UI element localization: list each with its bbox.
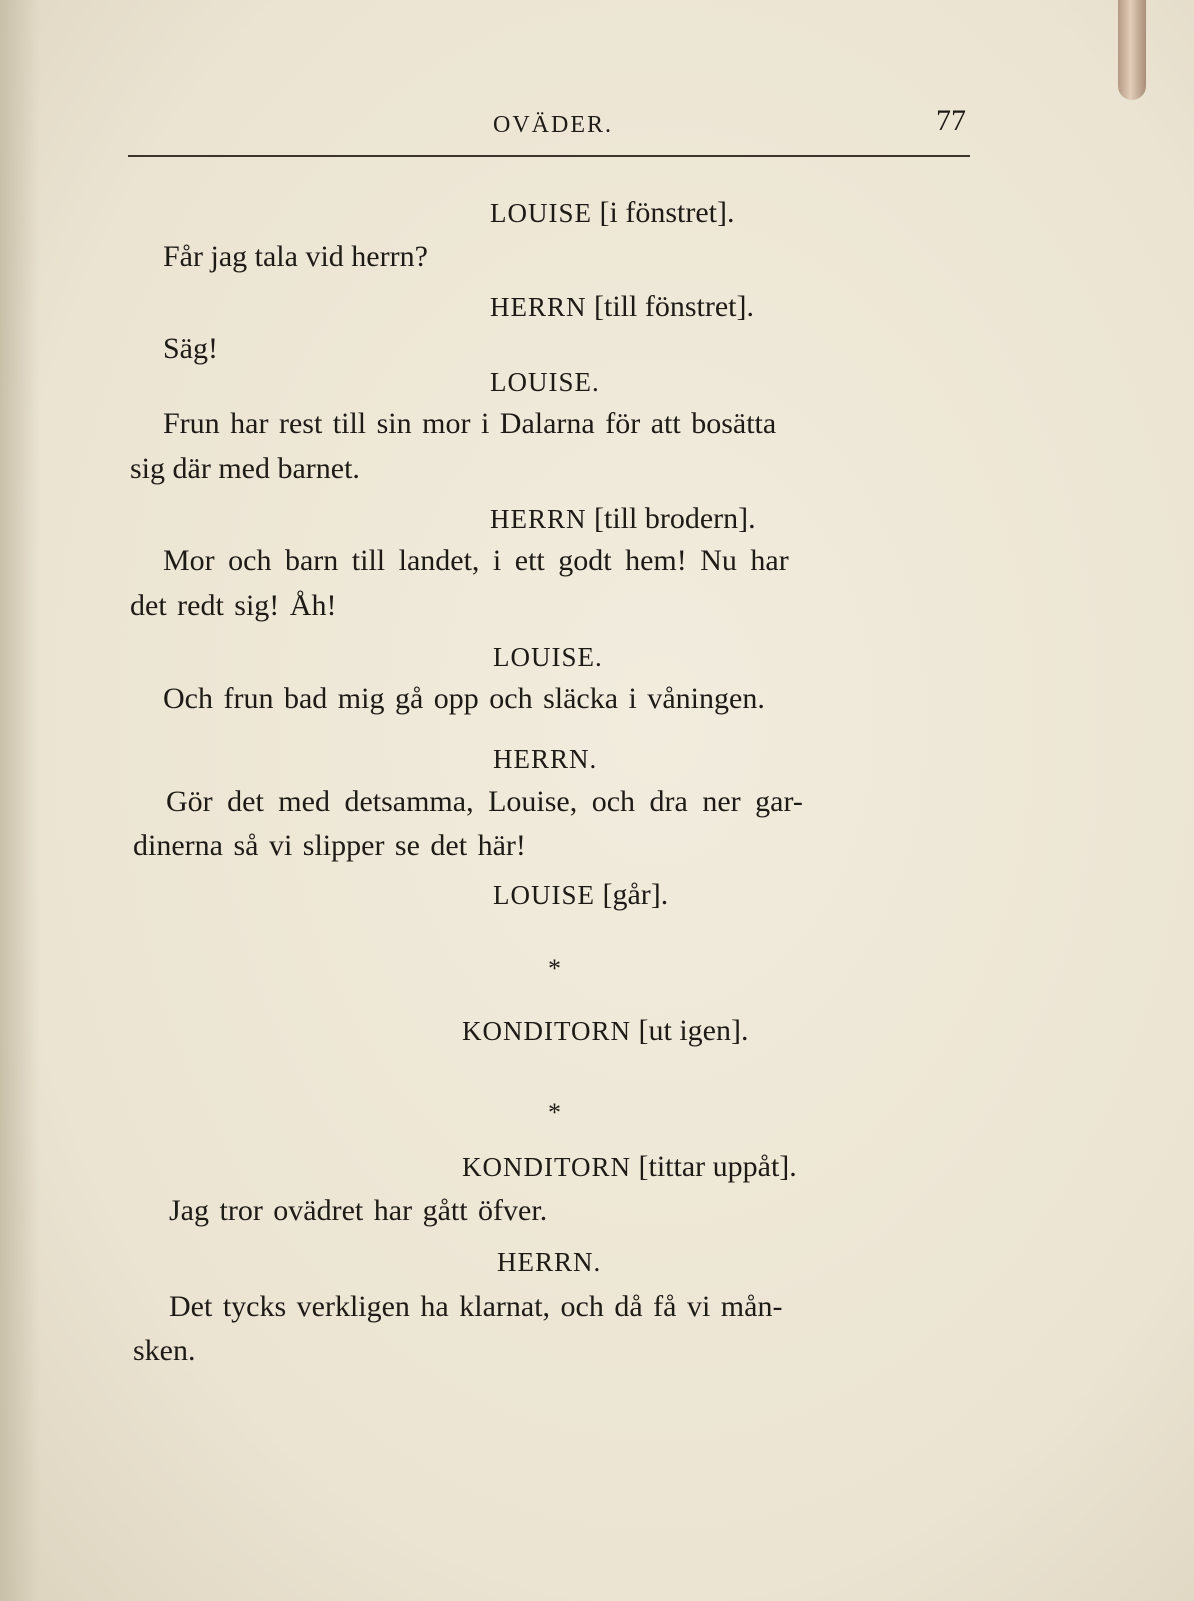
page-gutter-shadow bbox=[0, 0, 40, 1601]
speaker-line bbox=[493, 742, 597, 776]
speaker-line bbox=[497, 1245, 601, 1279]
speaker-line bbox=[490, 196, 734, 230]
stage-direction: [till brodern]. bbox=[586, 502, 756, 535]
speaker-name: HERRN bbox=[490, 292, 587, 322]
dialogue-line: Säg! bbox=[163, 332, 218, 365]
paper-clip bbox=[1118, 0, 1146, 100]
stage-direction: [till fönstret]. bbox=[586, 290, 754, 323]
running-head: OVÄDER. bbox=[493, 112, 613, 138]
stage-direction: [i fönstret]. bbox=[592, 196, 735, 229]
speaker-line bbox=[493, 640, 603, 674]
speaker-name: LOUISE bbox=[493, 880, 595, 910]
speaker-line bbox=[462, 1014, 748, 1048]
stage-direction: [ut igen]. bbox=[631, 1014, 749, 1047]
speaker-name: HERRN. bbox=[493, 744, 598, 774]
speaker-name: HERRN bbox=[490, 504, 587, 534]
dialogue-line: Det tycks verkligen ha klarnat, och då få vi mån- bbox=[169, 1290, 783, 1323]
dialogue-line: Och frun bad mig gå opp och släcka i våningen. bbox=[163, 682, 765, 715]
speaker-line bbox=[490, 502, 756, 536]
dialogue-line: det redt sig! Åh! bbox=[130, 589, 337, 622]
dialogue-line: Får jag tala vid herrn? bbox=[163, 240, 428, 273]
speaker-name: HERRN. bbox=[497, 1247, 602, 1277]
speaker-name: KONDITORN bbox=[462, 1152, 631, 1182]
stage-direction: [går]. bbox=[595, 878, 669, 911]
speaker-line bbox=[493, 878, 668, 912]
dialogue-line: Mor och barn till landet, i ett godt hem! Nu har bbox=[163, 544, 789, 577]
speaker-line bbox=[462, 1150, 797, 1184]
dialogue-line: sken. bbox=[133, 1334, 196, 1367]
dialogue-line: Gör det med detsamma, Louise, och dra ner gar- bbox=[166, 785, 803, 818]
speaker-name: LOUISE. bbox=[490, 367, 600, 397]
dialogue-line: sig där med barnet. bbox=[130, 452, 360, 485]
section-asterisk: * bbox=[548, 954, 561, 983]
dialogue-line: dinerna så vi slipper se det här! bbox=[133, 829, 526, 862]
dialogue-line: Frun har rest till sin mor i Dalarna för att bosätta bbox=[163, 407, 777, 440]
stage-direction: [tittar uppåt]. bbox=[631, 1150, 797, 1183]
speaker-line bbox=[490, 290, 754, 324]
section-asterisk: * bbox=[548, 1098, 561, 1127]
page-number: 77 bbox=[936, 104, 966, 137]
speaker-name: KONDITORN bbox=[462, 1016, 631, 1046]
speaker-name: LOUISE bbox=[490, 198, 592, 228]
header-rule bbox=[128, 155, 970, 157]
speaker-line bbox=[490, 365, 600, 399]
dialogue-line: Jag tror ovädret har gått öfver. bbox=[169, 1194, 548, 1227]
speaker-name: LOUISE. bbox=[493, 642, 603, 672]
